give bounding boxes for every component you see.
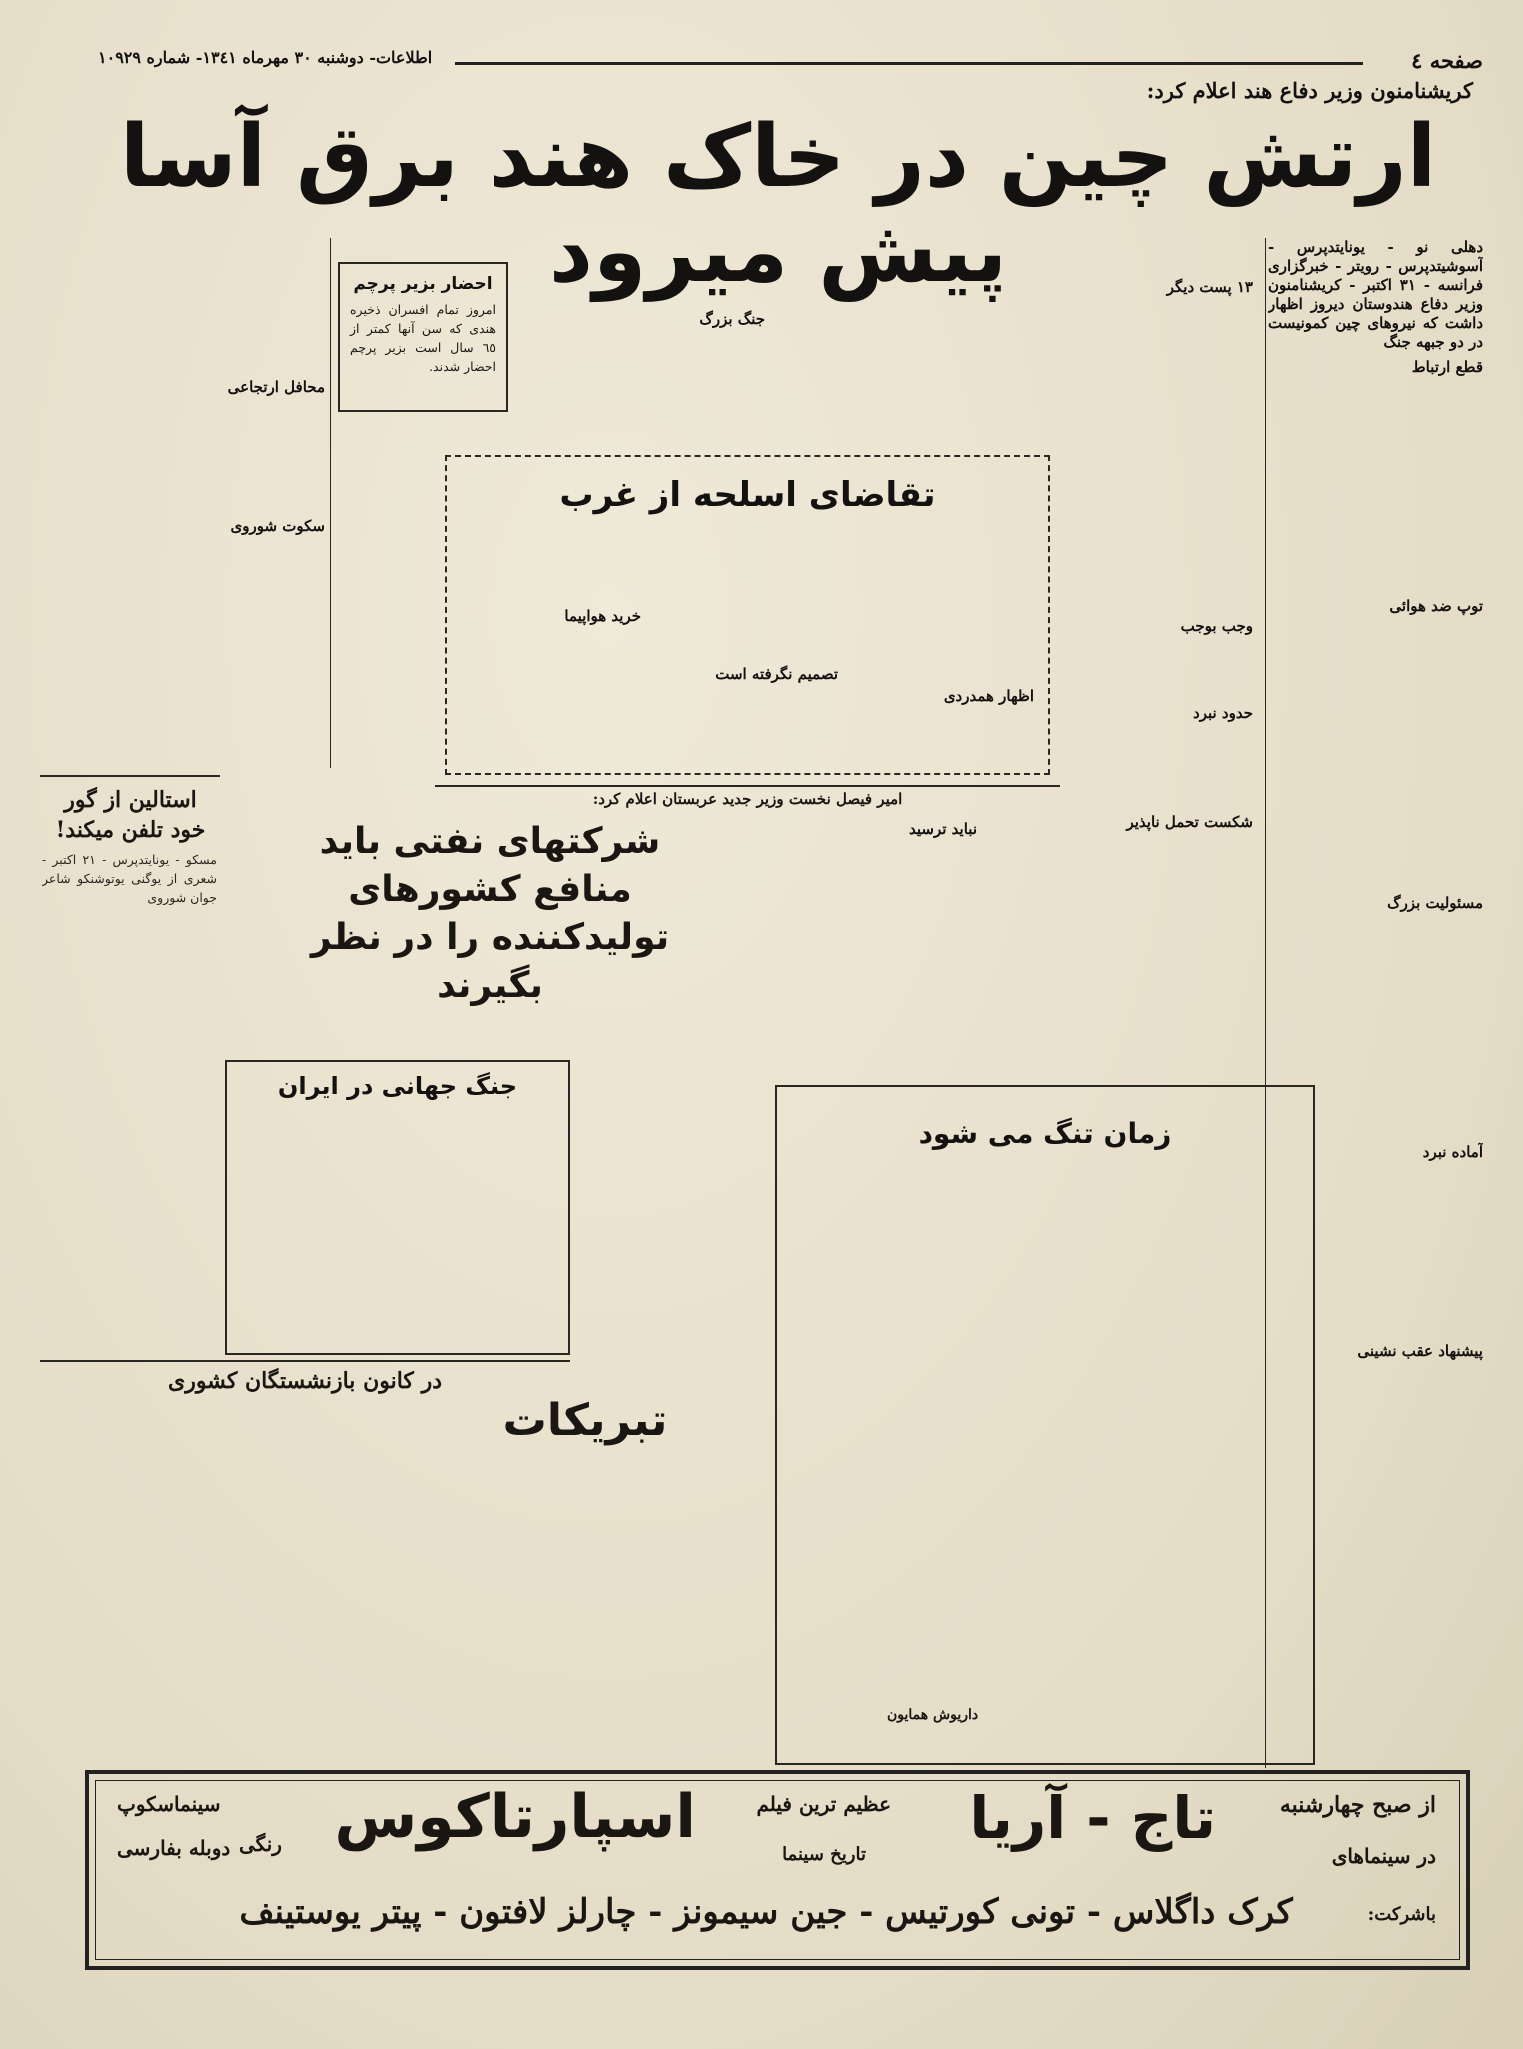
arms-col-3 — [461, 577, 641, 757]
subhead-buy-planes: خرید هواپیما — [564, 607, 641, 625]
subhead-reactionary: محافل ارتجاعی — [227, 378, 325, 396]
subhead-inch: وجب بوجب — [1180, 617, 1253, 635]
callup-title: احضار بزیر پرچم — [353, 274, 493, 294]
subhead-front: حدود نبرد — [1193, 704, 1253, 722]
ad-dub: دوبله بفارسی — [117, 1836, 231, 1860]
time-short-byline: داریوش همایون — [887, 1707, 979, 1723]
stalin-dateline: مسکو - یونایتدپرس - ٢١ اکتبر - شعری از یوگنی یوتوشنکو شاعر جوان شوروی — [42, 852, 217, 905]
arms-col-2 — [658, 577, 838, 757]
iran-war-title: جنگ جهانی در ایران — [277, 1072, 518, 1100]
time-short-title: زمان تنگ می شود — [918, 1117, 1172, 1150]
arms-request-box — [445, 455, 1050, 775]
lead-column-3 — [1043, 700, 1253, 1050]
congrats-title: تبریکات — [502, 1395, 668, 1446]
congrats-column — [575, 1460, 765, 1760]
stalin-rule — [40, 775, 220, 777]
lead-headline: ارتش چین در خاک هند برق آسا پیش میرود — [119, 107, 1437, 302]
arms-request-title: تقاضای اسلحه از غرب — [559, 475, 936, 515]
subhead-retreat: پیشنهاد عقب نشینی — [1357, 1342, 1483, 1360]
ad-tagline-2: تاریخ سینما — [782, 1844, 866, 1865]
subhead-undecided: تصمیم نگرفته است — [715, 665, 838, 683]
lead-column-5 — [520, 238, 765, 438]
stalin-headline: استالین از گور خود تلفن میکند! — [55, 787, 206, 843]
time-short-box — [775, 1085, 1315, 1765]
lead-kicker: کریشنامنون وزیر دفاع هند اعلام کرد: — [1146, 78, 1473, 103]
iran-war-box — [225, 1060, 570, 1355]
subhead-no-fear: نباید ترسید — [909, 820, 977, 838]
ad-color: رنگی — [239, 1832, 282, 1856]
ad-cast-label: باشرکت: — [1367, 1904, 1436, 1925]
subhead-defeat: شکست تحمل ناپذیر — [1126, 813, 1253, 831]
lead-column-2 — [1063, 238, 1253, 778]
faisal-kicker: امیر فیصل نخست وزیر جدید عربستان اعلام کرد: — [592, 790, 903, 808]
lead-column-1 — [1268, 238, 1483, 778]
ad-tagline: عظیم ترین فیلم — [756, 1792, 891, 1816]
header-rule — [455, 62, 1363, 65]
faisal-headline: شرکتهای نفتی باید منافع کشورهای تولیدکننده را در نظر بگیرند — [310, 821, 670, 1006]
subhead-ready: آماده نبرد — [1422, 1143, 1483, 1161]
paper-info: اطلاعات- دوشنبه ٣٠ مهرماه ١٣٤١- شماره ١٠٩٢٩ — [98, 48, 433, 67]
subhead-cut: قطع ارتباط — [1411, 358, 1483, 376]
subhead-sympathy: اظهار همدردی — [943, 687, 1034, 705]
veterans-rule — [40, 1360, 570, 1362]
callup-text: امروز تمام افسران ذخیره هندی که سن آنها کمتر از ٦٥ سال است بزیر پرچم احضار شدند. — [350, 302, 496, 374]
ad-cinemas: تاج - آریا — [969, 1784, 1216, 1852]
arms-col-1 — [854, 577, 1034, 757]
ad-cinema-label: در سینماهای — [1331, 1844, 1436, 1868]
veterans-title: در کانون بازنشستگان کشوری — [167, 1368, 442, 1394]
subhead-responsibility: مسئولیت بزرگ — [1387, 894, 1483, 912]
faisal-column-right — [722, 790, 977, 1120]
callup-box — [338, 262, 508, 412]
ad-cast: کرک داگلاس - تونی کورتیس - جین سیمونز - چارلز لافتون - پیتر یوستینف — [239, 1892, 1293, 1932]
veterans-column — [42, 1405, 567, 1765]
column-rule-1 — [1265, 238, 1266, 1768]
ad-start-date: از صبح چهارشنبه — [1279, 1792, 1436, 1818]
stalin-column — [42, 850, 217, 1360]
ad-format: سینماسکوپ — [117, 1792, 221, 1816]
ad-film-title: اسپارتاکوس — [334, 1782, 696, 1852]
subhead-soviet-silence: سکوت شوروی — [230, 517, 325, 535]
subhead-13-posts: ١٣ پست دیگر — [1166, 278, 1253, 296]
subhead-big-war: جنگ بزرگ — [699, 310, 765, 328]
page-number: صفحه ٤ — [1411, 48, 1483, 73]
faisal-rule — [435, 785, 1060, 787]
lead-column-6 — [40, 238, 325, 758]
lead-intro: دهلی نو - یونایتدپرس - آسوشیتدپرس - رویتر - خبرگزاری فرانسه - ٣١ اکتبر - کریشنامنون وزیر دفاع هندوستان دیروز اظهار داشت که نیروهای چین کمونیست در دو جبهه جنگ — [1268, 238, 1483, 351]
column-rule-2 — [330, 238, 331, 768]
spartacus-ad — [85, 1770, 1470, 1970]
subhead-aa-gun: توپ ضد هوائی — [1389, 597, 1483, 615]
